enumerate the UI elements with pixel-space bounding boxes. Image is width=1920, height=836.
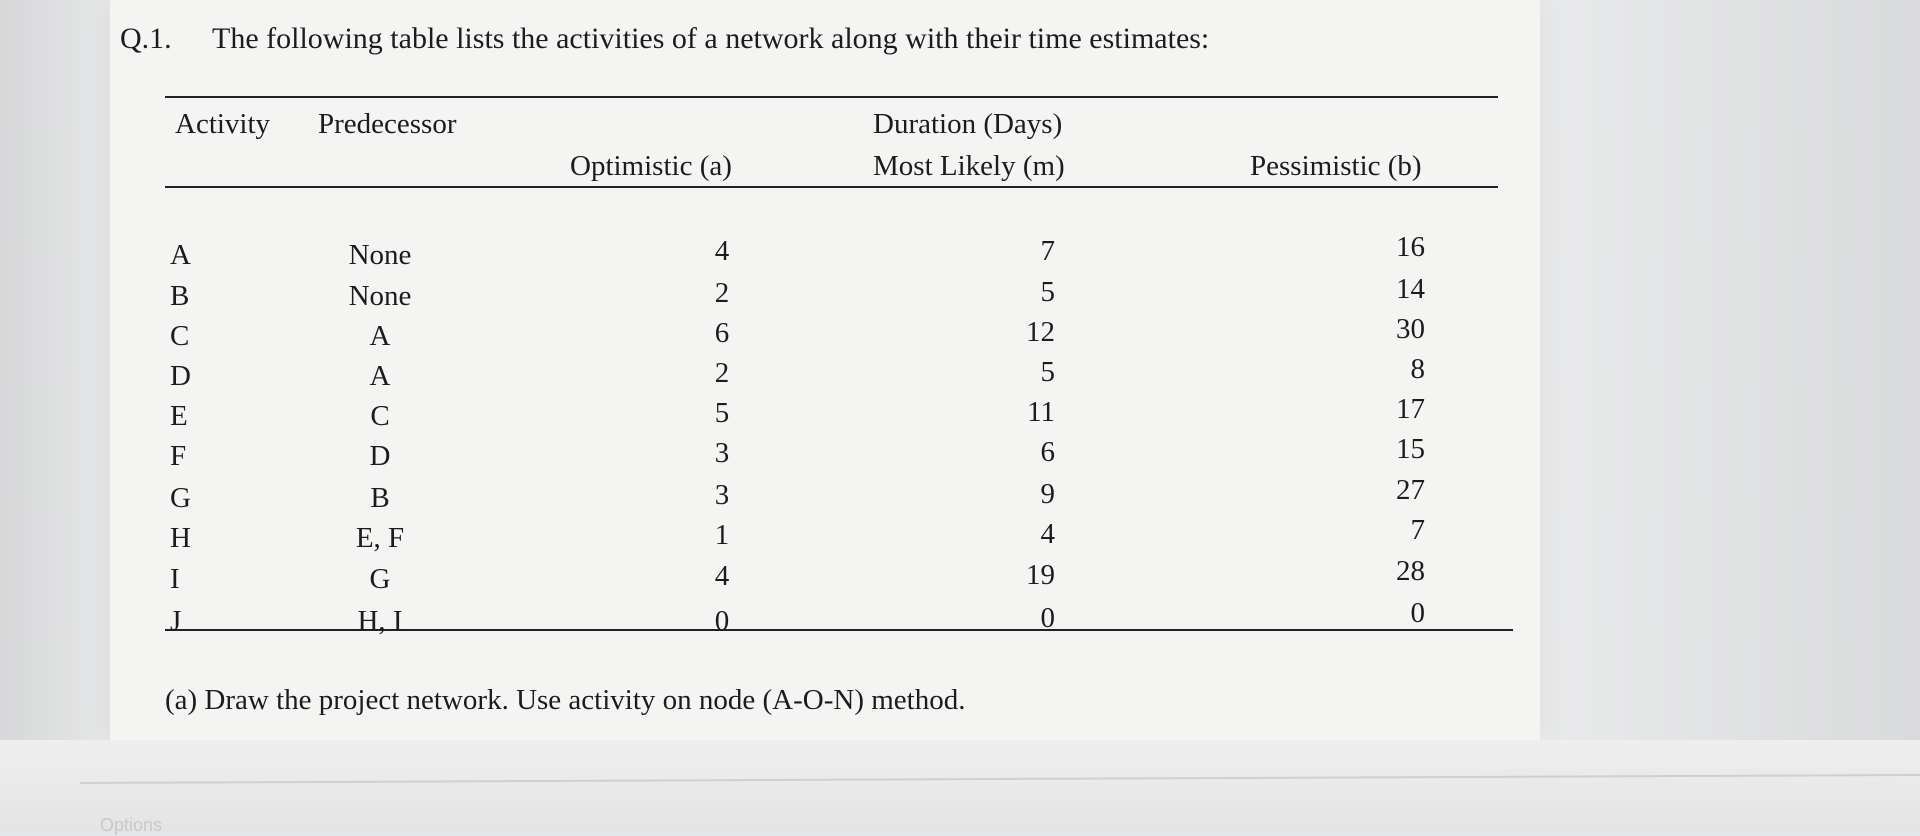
cell-most-likely: 0 [1040,602,1055,634]
cell-most-likely: 4 [1040,518,1055,550]
cell-most-likely: 9 [1040,478,1055,510]
cell-most-likely: 12 [1026,316,1055,348]
cell-predecessor: B [370,482,390,514]
cell-most-likely: 5 [1040,356,1055,388]
background-right [1540,0,1920,832]
page-bottom-area [0,740,1920,832]
cell-activity: G [170,482,191,514]
cell-activity: D [170,360,191,392]
cell-optimistic: 5 [714,397,730,429]
cell-optimistic: 4 [714,560,730,592]
options-label[interactable]: Options [100,815,163,835]
cell-pessimistic: 14 [1396,273,1425,305]
header-activity: Activity [175,108,271,140]
cell-activity: I [170,563,180,595]
table-header-rule [165,186,1498,188]
question-number: Q.1. [120,22,172,55]
cell-activity: C [170,320,190,352]
cell-optimistic: 4 [714,235,730,267]
header-pessimistic: Pessimistic (b) [1250,150,1422,182]
cell-predecessor: None [348,239,412,271]
cell-activity: B [170,280,190,312]
cell-pessimistic: 7 [1410,514,1425,546]
cell-pessimistic: 27 [1396,474,1425,506]
cell-pessimistic: 17 [1396,393,1425,425]
cell-optimistic: 2 [714,277,730,309]
cell-predecessor: A [369,360,391,392]
cell-activity: J [170,605,182,637]
table-top-rule [165,96,1498,98]
question-text: The following table lists the activities of a network along with their time estimates: [212,22,1210,55]
cell-optimistic: 1 [714,519,730,551]
cell-optimistic: 0 [714,605,730,637]
cell-activity: A [170,239,191,271]
cell-most-likely: 6 [1040,436,1055,468]
cell-pessimistic: 28 [1396,555,1425,587]
cell-optimistic: 3 [714,479,730,511]
cell-optimistic: 3 [714,437,730,469]
cell-predecessor: H, I [357,605,403,637]
cell-most-likely: 19 [1026,559,1055,591]
background-left [0,0,110,832]
header-optimistic: Optimistic (a) [570,150,732,182]
cell-most-likely: 5 [1040,276,1055,308]
cell-activity: F [170,440,187,472]
header-duration-group: Duration (Days) [873,108,1063,140]
header-most-likely: Most Likely (m) [873,150,1065,182]
cell-pessimistic: 30 [1396,313,1425,345]
part-a-instruction: (a) Draw the project network. Use activity on node (A-O-N) method. [165,684,966,716]
cell-pessimistic: 8 [1410,353,1425,385]
cell-predecessor: A [369,320,391,352]
cell-predecessor: E, F [355,522,405,554]
cell-predecessor: None [348,280,412,312]
cell-pessimistic: 16 [1396,231,1425,263]
cell-activity: E [170,400,188,432]
cell-optimistic: 6 [714,317,730,349]
cell-most-likely: 11 [1027,396,1055,428]
cell-most-likely: 7 [1040,235,1055,267]
question-heading [120,22,1209,56]
cell-predecessor: D [369,440,391,472]
cell-predecessor: G [369,563,391,595]
cell-pessimistic: 15 [1396,433,1425,465]
header-predecessor: Predecessor [318,108,457,140]
cell-optimistic: 2 [714,357,730,389]
cell-predecessor: C [370,400,390,432]
cell-pessimistic: 0 [1410,597,1425,629]
cell-activity: H [170,522,191,554]
